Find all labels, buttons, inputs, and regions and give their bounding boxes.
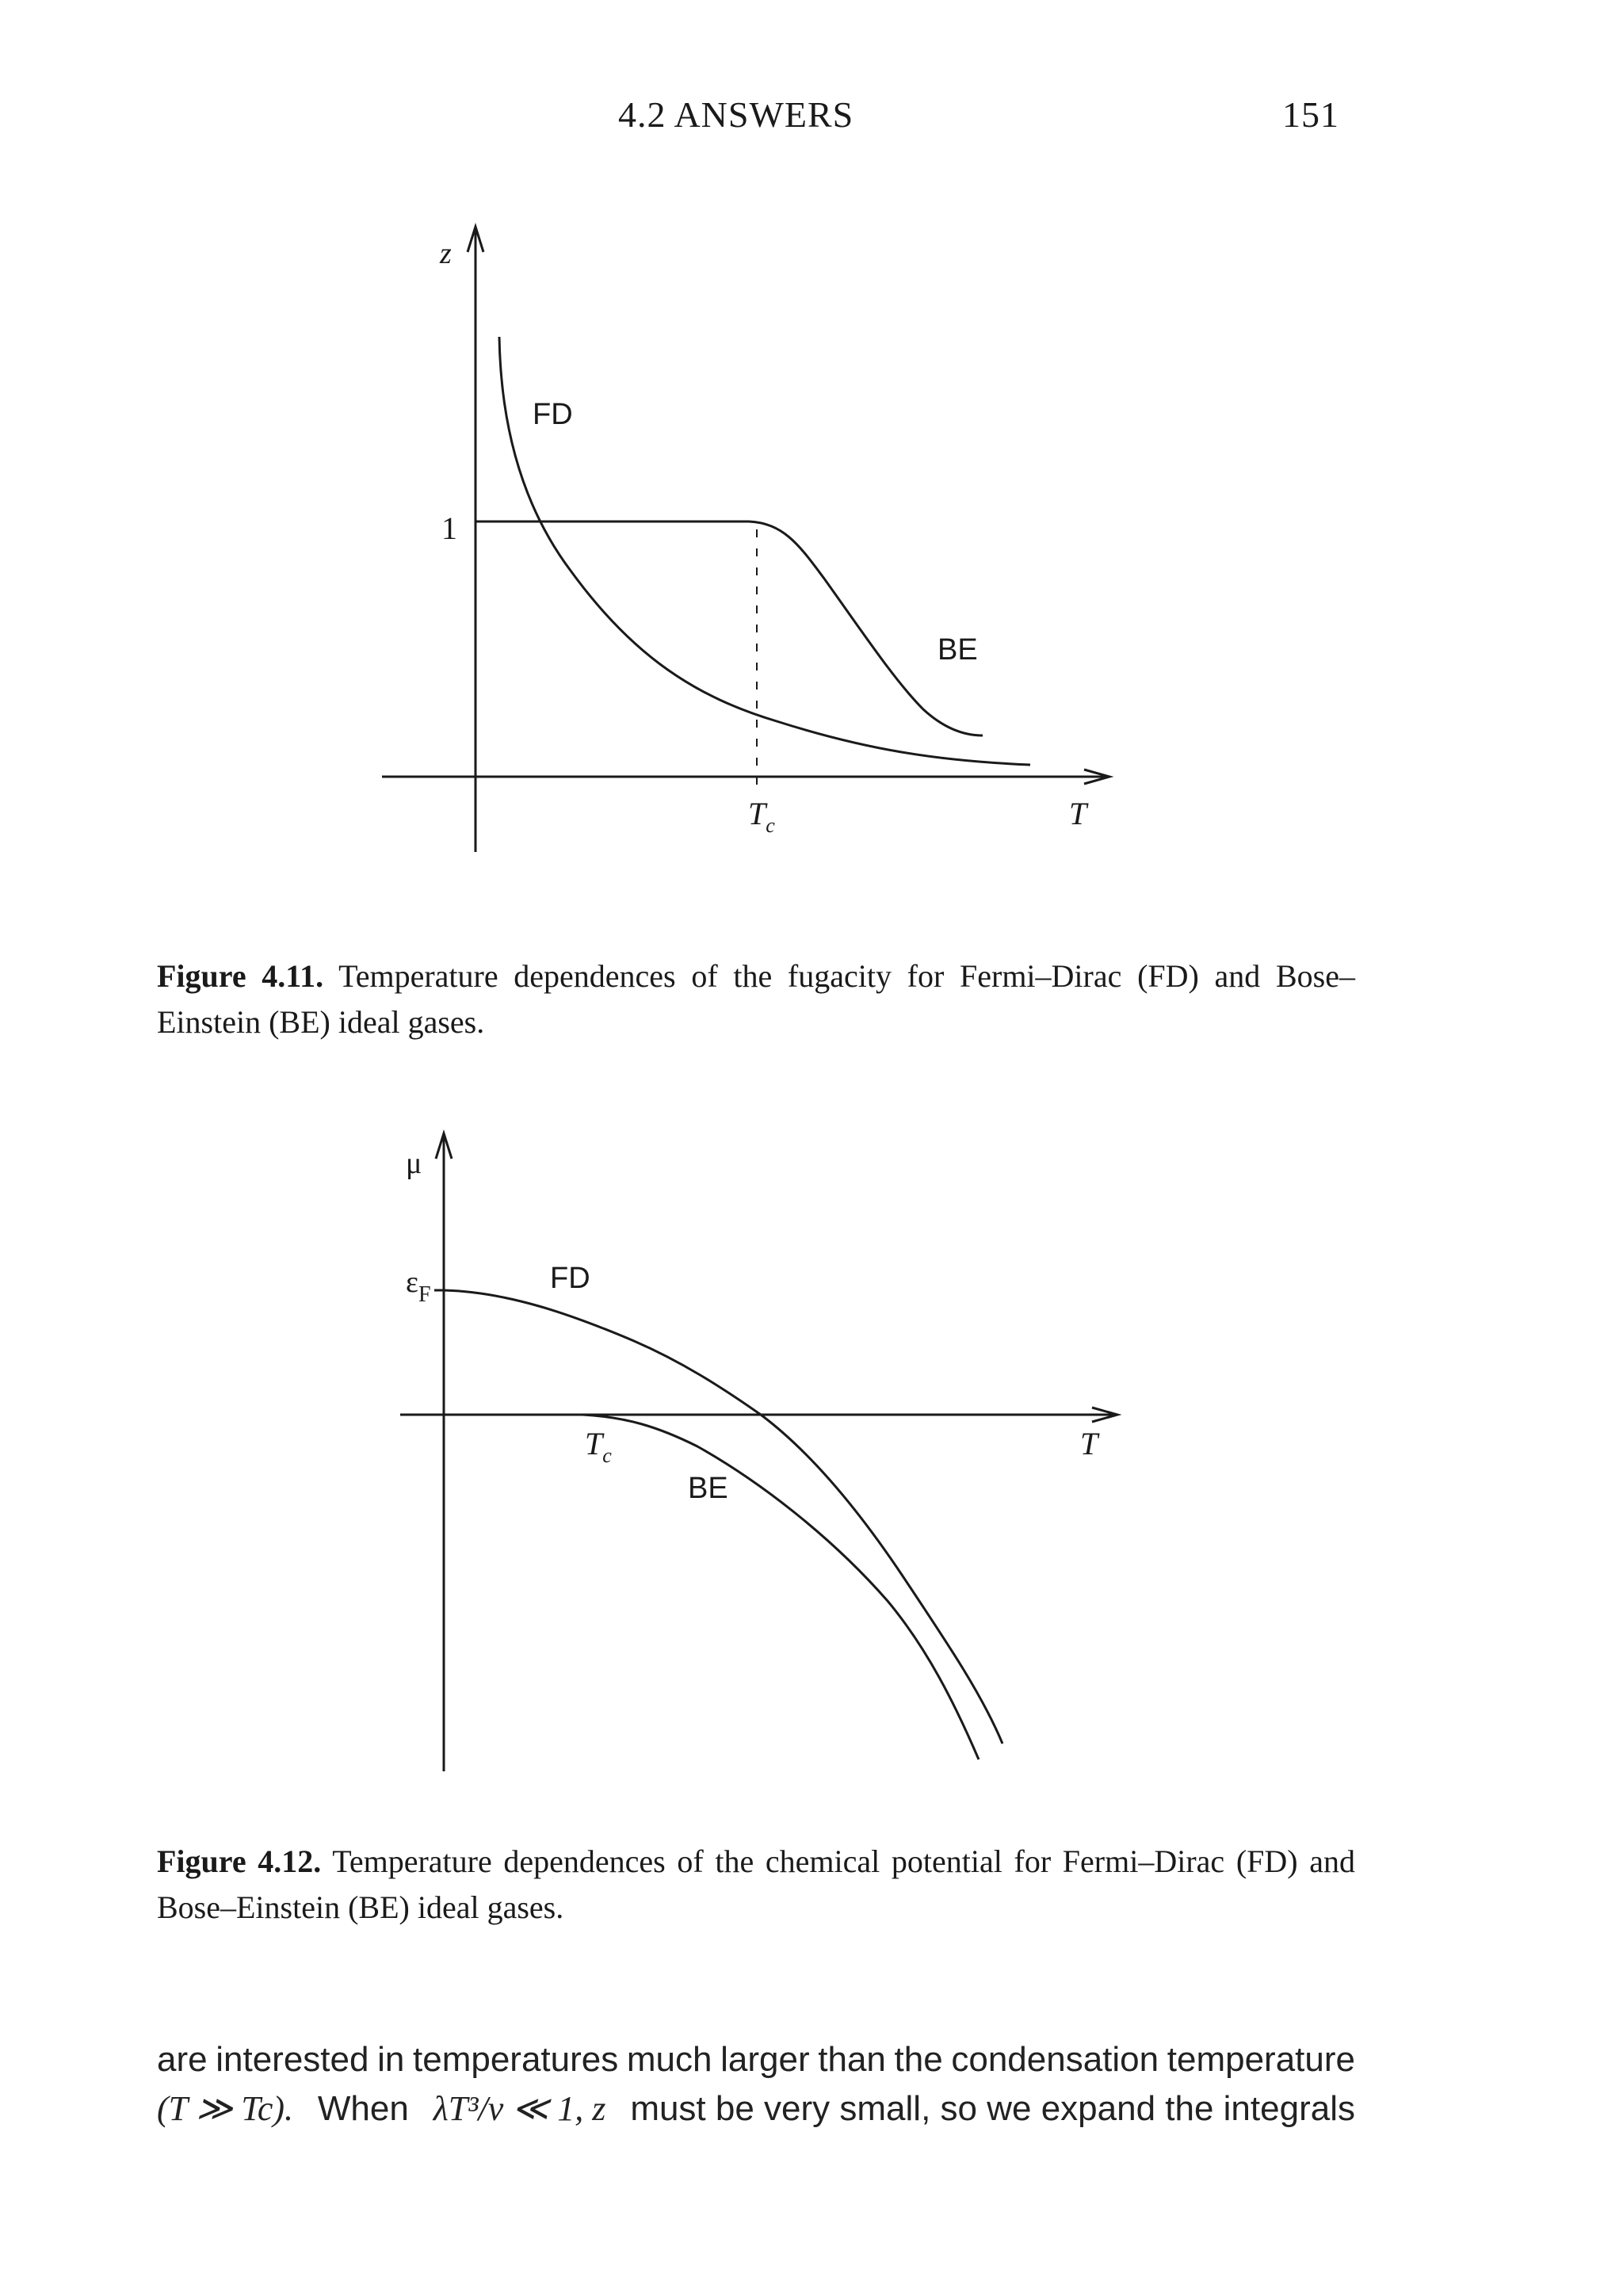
fig411-fd-label: FD: [533, 398, 573, 431]
fig411-y-axis-label: z: [440, 237, 452, 270]
body-math-limit: λT³/v ≪ 1, z: [433, 2089, 606, 2128]
fig412-be-label: BE: [688, 1472, 728, 1505]
body-phrase: must be very small, so we expand the integrals: [630, 2089, 1355, 2128]
fig412-be-curve: [444, 1415, 979, 1759]
figure-4-12-caption-text: Temperature dependences of the chemical potential for Fermi–Dirac (FD) and Bose–Einstein (BE) ideal gases.: [157, 1843, 1356, 1925]
figure-4-12-caption: [157, 1839, 1355, 1931]
body-word: temperatures: [413, 2040, 619, 2079]
body-word: in: [377, 2040, 405, 2079]
fig412-ef-label: $\varepsilon_F$: [406, 1266, 431, 1307]
fig411-x-axis-label: T: [1069, 796, 1087, 831]
section-title: 4.2 ANSWERS: [618, 94, 854, 135]
fig412-tc-label: $T_c$: [585, 1426, 612, 1467]
body-word: than: [818, 2040, 886, 2079]
body-line-1: [157, 2035, 1355, 2084]
figure-4-12-plot: [0, 1094, 1623, 1791]
fig412-y-axis-label: μ: [406, 1147, 422, 1180]
body-word: interested: [216, 2040, 369, 2079]
body-word: larger: [720, 2040, 810, 2079]
fig411-y-tick-label: 1: [441, 510, 457, 546]
figure-4-11-caption-text: Temperature dependences of the fugacity for Fermi–Dirac (FD) and Bose–Einstein (BE) ideal gases.: [157, 958, 1355, 1040]
body-text: [157, 2035, 1355, 2134]
fig412-fd-label: FD: [550, 1262, 590, 1295]
body-word: When: [317, 2089, 409, 2128]
figure-4-11-label: Figure 4.11.: [157, 958, 324, 994]
body-math-condition: (T ≫ Tc).: [157, 2089, 294, 2128]
body-word: condensation: [951, 2040, 1159, 2079]
body-line-2: [157, 2084, 1355, 2134]
body-word: the: [894, 2040, 943, 2079]
page-number: 151: [1282, 94, 1339, 135]
fig412-x-axis-label: T: [1080, 1426, 1098, 1461]
fig411-fd-curve: [499, 337, 1030, 765]
figure-4-11-caption: [157, 953, 1355, 1045]
body-word: temperature: [1167, 2040, 1355, 2079]
body-word: are: [157, 2040, 208, 2079]
fig411-be-label: BE: [938, 633, 978, 667]
figure-4-11-plot: [0, 0, 1623, 911]
fig411-tc-label: $T_c$: [748, 796, 775, 837]
fig412-fd-curve: [444, 1290, 1002, 1744]
figure-4-12-label: Figure 4.12.: [157, 1843, 322, 1879]
body-word: much: [626, 2040, 712, 2079]
